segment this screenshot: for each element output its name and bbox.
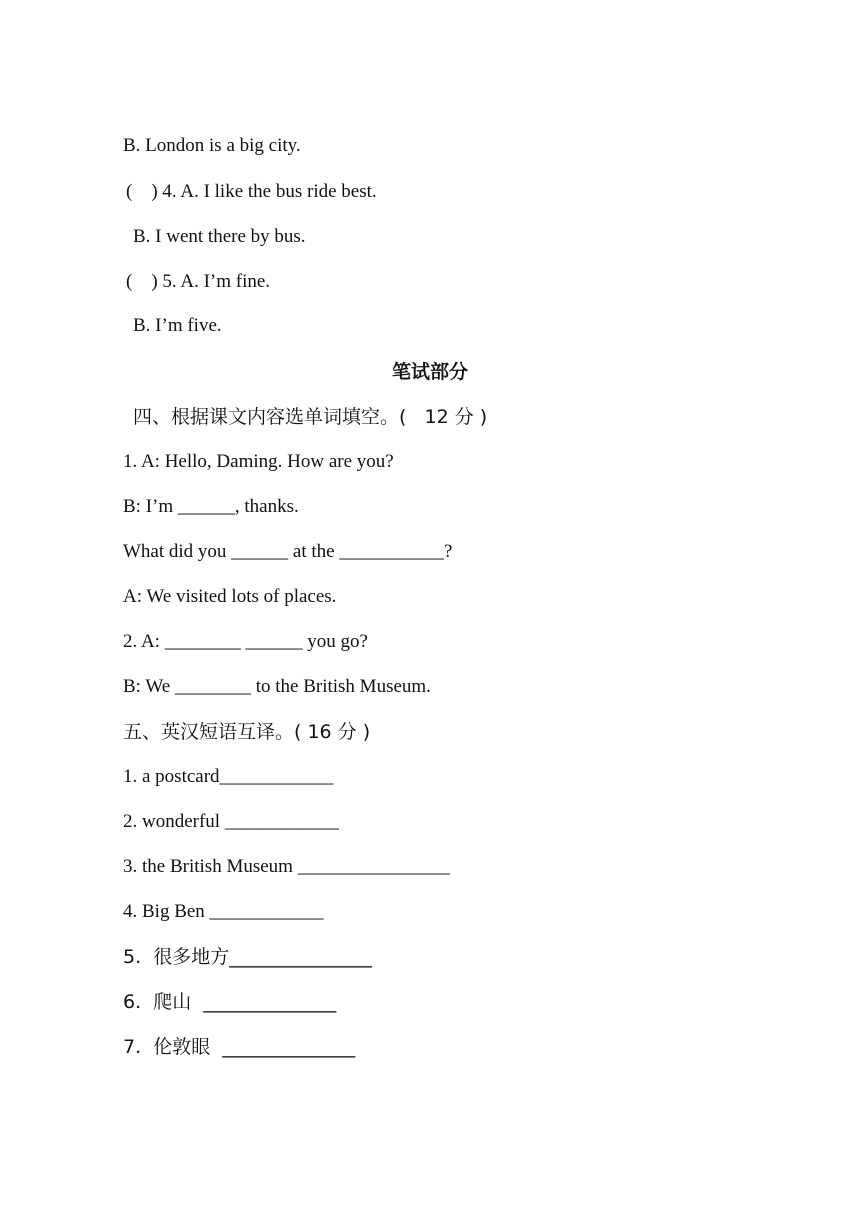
section5-item: 5. 很多地方_______________	[123, 946, 372, 968]
q5-option-b: B. I’m five.	[133, 315, 222, 336]
section5-item: 6. 爬山 ______________	[123, 991, 337, 1013]
section4-line: What did you ______ at the ___________?	[123, 541, 453, 562]
section4-heading: 四、根据课文内容选单词填空。( 12 分 )	[133, 406, 488, 428]
section4-line: B: I’m ______, thanks.	[123, 496, 299, 517]
section4-line: B: We ________ to the British Museum.	[123, 676, 431, 697]
section5-item: 4. Big Ben ____________	[123, 901, 324, 922]
section5-item: 3. the British Museum ________________	[123, 856, 450, 877]
written-part-title: 笔试部分	[391, 361, 468, 383]
q3-option-b: B. London is a big city.	[123, 135, 301, 156]
section4-line: A: We visited lots of places.	[123, 586, 337, 607]
q5-option-a: ( ) 5. A. I’m fine.	[126, 271, 271, 292]
q4-option-a: ( ) 4. A. I like the bus ride best.	[126, 181, 377, 202]
section5-heading: 五、英汉短语互译。( 16 分 )	[123, 721, 371, 743]
section5-item: 7. 伦敦眼 ______________	[123, 1036, 356, 1058]
section5-item: 2. wonderful ____________	[123, 811, 339, 832]
section4-line: 2. A: ________ ______ you go?	[123, 631, 368, 652]
section4-line: 1. A: Hello, Daming. How are you?	[123, 451, 394, 472]
section5-item: 1. a postcard____________	[123, 766, 334, 787]
q4-option-b: B. I went there by bus.	[133, 226, 306, 247]
